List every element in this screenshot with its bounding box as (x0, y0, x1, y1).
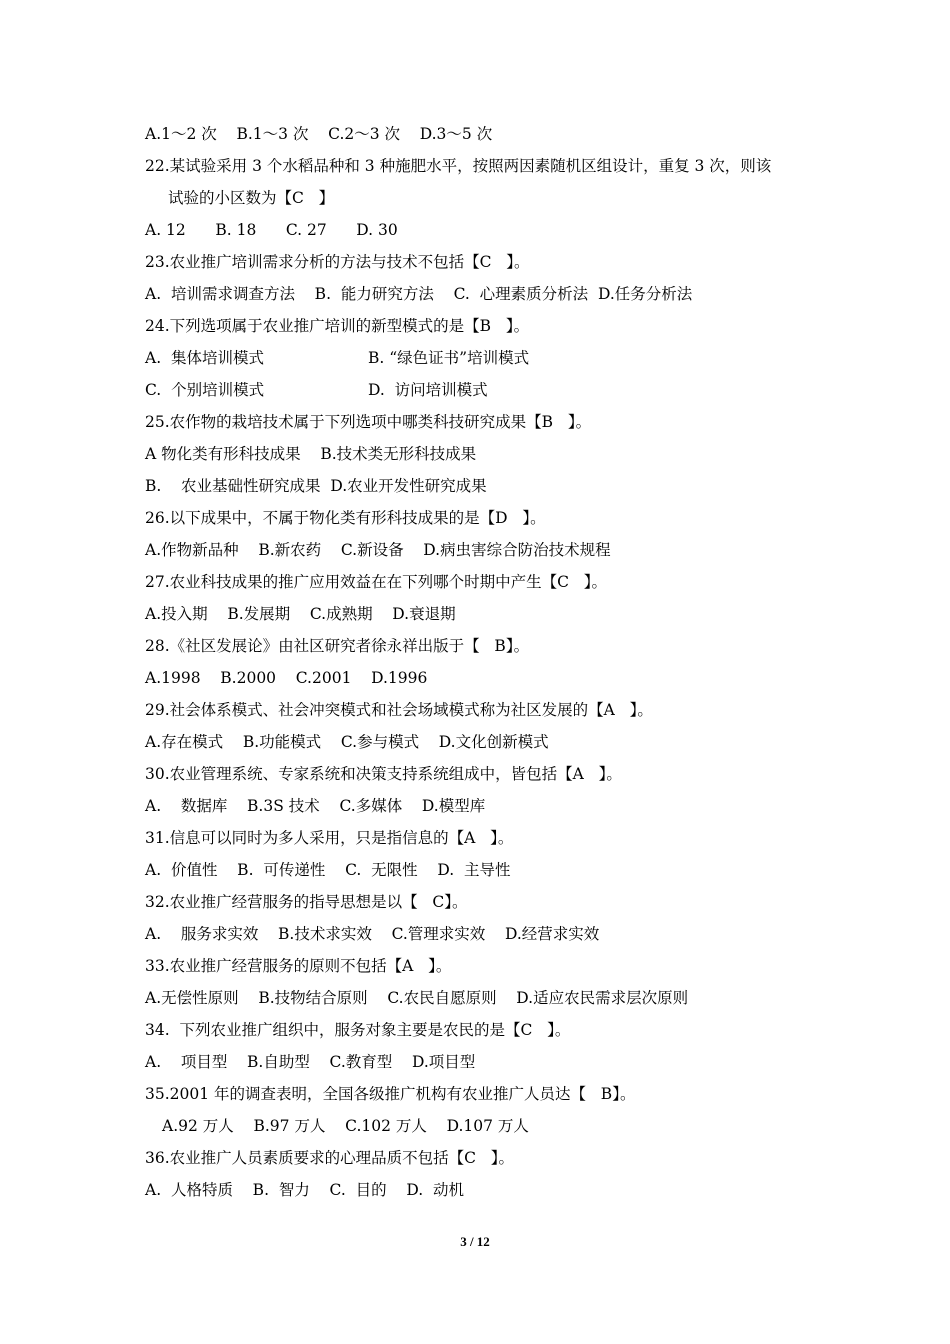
question-22: 22.某试验采用 3 个水稻品种和 3 种施肥水平，按照两因素随机区组设计，重复 3 次，则该 (145, 157, 772, 175)
text-line: A.投入期 B.发展期 C.成熟期 D.衰退期 (145, 605, 456, 623)
question-28: 28.《社区发展论》由社区研究者徐永祥出版于【 B】。 (145, 637, 530, 655)
text-line: A. 服务求实效 B.技术求实效 C.管理求实效 D.经营求实效 (145, 925, 600, 943)
question-29: 29.社会体系模式、社会冲突模式和社会场域模式称为社区发展的【A 】。 (145, 701, 653, 719)
text-line: A. 价值性 B. 可传递性 C. 无限性 D. 主导性 (145, 861, 511, 879)
text-line: A. 数据库 B.3S 技术 C.多媒体 D.模型库 (145, 797, 486, 815)
question-33: 33.农业推广经营服务的原则不包括【A 】。 (145, 957, 452, 975)
question-35: 35.2001 年的调查表明，全国各级推广机构有农业推广人员达【 B】。 (145, 1085, 636, 1103)
question-36: 36.农业推广人员素质要求的心理品质不包括【C 】。 (145, 1149, 515, 1167)
text-line: 试验的小区数为【C 】 (168, 189, 335, 207)
text-line: A. 培训需求调查方法 B. 能力研究方法 C. 心理素质分析法 D.任务分析法 (145, 285, 693, 303)
text-line: A.存在模式 B.功能模式 C.参与模式 D.文化创新模式 (145, 733, 549, 751)
text-line: A. 人格特质 B. 智力 C. 目的 D. 动机 (145, 1181, 465, 1199)
text-line: C. 个别培训模式 (145, 381, 265, 399)
text-line: A.92 万人 B.97 万人 C.102 万人 D.107 万人 (162, 1117, 529, 1135)
question-23: 23.农业推广培训需求分析的方法与技术不包括【C 】。 (145, 253, 530, 271)
question-26: 26.以下成果中，不属于物化类有形科技成果的是【D 】。 (145, 509, 546, 527)
text-line: B. 农业基础性研究成果 D.农业开发性研究成果 (145, 477, 487, 495)
text-line: A.无偿性原则 B.技物结合原则 C.农民自愿原则 D.适应农民需求层次原则 (145, 989, 689, 1007)
text-line: B. “绿色证书”培训模式 (368, 349, 530, 367)
question-25: 25.农作物的栽培技术属于下列选项中哪类科技研究成果【B 】。 (145, 413, 592, 431)
question-30: 30.农业管理系统、专家系统和决策支持系统组成中，皆包括【A 】。 (145, 765, 622, 783)
text-line: A. 项目型 B.自助型 C.教育型 D.项目型 (145, 1053, 476, 1071)
question-27: 27.农业科技成果的推广应用效益在在下列哪个时期中产生【C 】。 (145, 573, 608, 591)
text-line: A.1～2 次 B.1～3 次 C.2～3 次 D.3～5 次 (145, 125, 493, 143)
question-31: 31.信息可以同时为多人采用，只是指信息的【A 】。 (145, 829, 514, 847)
text-line: A.作物新品种 B.新农药 C.新设备 D.病虫害综合防治技术规程 (145, 541, 611, 559)
text-line: A. 集体培训模式 (145, 349, 264, 367)
page-number: 3 / 12 (460, 1234, 490, 1249)
question-32: 32.农业推广经营服务的指导思想是以【 C】。 (145, 893, 468, 911)
question-24: 24.下列选项属于农业推广培训的新型模式的是【B 】。 (145, 317, 530, 335)
text-line: A.1998 B.2000 C.2001 D.1996 (145, 669, 428, 687)
text-line: D. 访问培训模式 (368, 381, 488, 399)
question-34: 34. 下列农业推广组织中，服务对象主要是农民的是【C 】。 (145, 1021, 571, 1039)
text-line: A. 12 B. 18 C. 27 D. 30 (145, 221, 398, 239)
text-line: A 物化类有形科技成果 B.技术类无形科技成果 (145, 445, 477, 463)
